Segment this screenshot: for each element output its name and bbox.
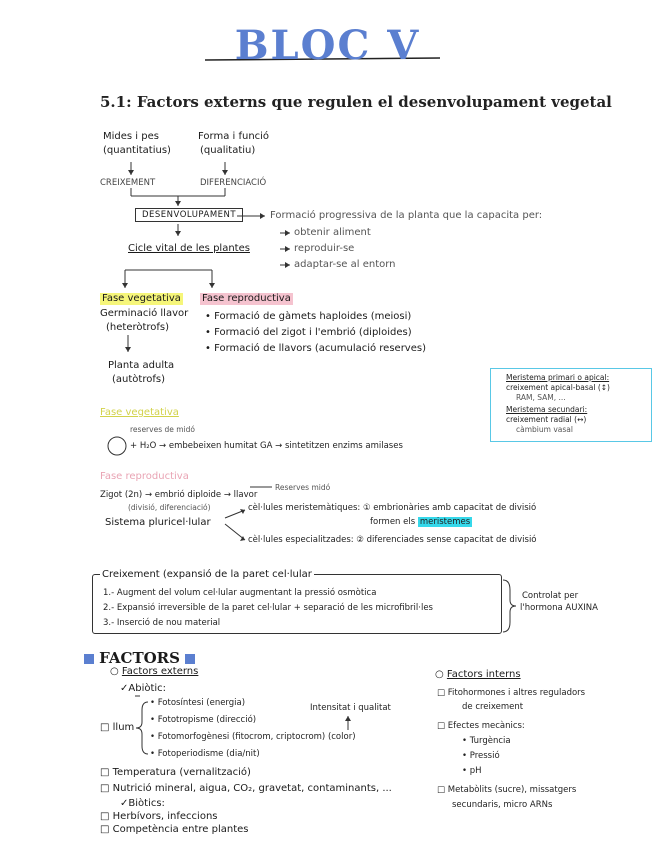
llum-item-4-text: Fotoperiodisme (dia/nit) (157, 749, 260, 759)
flow-ability-2: reproduir-se (294, 243, 355, 254)
growth-item-1: 1.- Augment del volum cel·lular augmentant la pressió osmòtica (103, 588, 377, 598)
int-item-2b: • Pressió (462, 751, 500, 761)
rep-item-3-text: Formació de llavors (acumulació reserves) (214, 343, 426, 354)
biotic-item-1: □ Herbívors, infeccions (100, 811, 218, 822)
flow-left-sub: (quantitatius) (103, 145, 171, 156)
rep2-merist: cèl·lules meristemàtiques: ① embrionàries amb capacitat de divisió (248, 503, 537, 513)
int-item-3-text: Metabòlits (sucre), missatgers (447, 785, 577, 795)
growth-ctrl-2: l'hormona AUXINA (520, 603, 598, 613)
int-item-2a: • Turgència (462, 736, 511, 746)
flow-cycle: Cicle vital de les plantes (128, 243, 250, 254)
rep-item-1: • Formació de gàmets haploides (meiosi) (205, 311, 412, 322)
factors-int-title: ○ Factors interns (435, 669, 521, 680)
llum-intensity: Intensitat i qualitat (310, 703, 391, 713)
factors-nutr-text: Nutrició mineral, aigua, CO₂, gravetat, contaminants, ... (112, 783, 392, 794)
rep2-reserves: Reserves midó (275, 483, 331, 492)
factors-llum-text: llum (112, 722, 135, 733)
flow-left-top: Mides i pes (103, 131, 159, 142)
meristem-secondary-ex: càmbium vasal (516, 425, 573, 434)
int-item-2a-text: Turgència (469, 736, 511, 746)
factors-abiotic: ✓Abiòtic: (120, 683, 167, 694)
rep-item-2: • Formació del zigot i l'embrió (diploides) (205, 327, 412, 338)
veg-phase-label: Fase vegetativa (102, 293, 181, 304)
rep2-meristemes-highlight: meristemes (419, 517, 471, 527)
rep2-sub: (divisió, diferenciació) (128, 503, 211, 512)
veg2-label: Fase vegetativa (100, 407, 179, 418)
flow-right-top: Forma i funció (198, 131, 270, 142)
int-item-1b: de creixement (462, 702, 524, 712)
llum-item-1: • Fotosíntesi (energia) (150, 698, 246, 708)
llum-item-4: • Fotoperiodisme (dia/nit) (150, 749, 260, 759)
int-item-2c-text: pH (469, 766, 482, 776)
int-item-2c: • pH (462, 766, 482, 776)
int-item-3b: secundaris, micro ARNs (452, 800, 553, 810)
factors-temp-text: Temperatura (vernalització) (112, 767, 251, 778)
rep-item-3: • Formació de llavors (acumulació reserves) (205, 343, 426, 354)
veg-result-sub: (autòtrofs) (112, 374, 165, 385)
growth-item-3: 3.- Inserció de nou material (103, 618, 221, 628)
meristem-primary-ex: RAM, SAM, ... (516, 393, 566, 402)
growth-item-2: 2.- Expansió irreversible de la paret cel·lular + separació de les microfibril·les (103, 603, 433, 613)
veg-item-2: (heteròtrofs) (106, 322, 170, 333)
int-item-3: □ Metabòlits (sucre), missatgers (437, 785, 577, 795)
veg-result: Planta adulta (108, 360, 175, 371)
flow-ability-3: adaptar-se al entorn (294, 259, 396, 270)
rep2-label: Fase reproductiva (100, 471, 189, 482)
factors-title: FACTORS (99, 649, 180, 667)
factors-ext-title: ○ Factors externs (110, 666, 199, 677)
page-title: BLOC V (234, 22, 421, 69)
veg2-line: + H₂O → embebeixen humitat GA → sintetitzen enzims amilases (130, 441, 403, 451)
flow-dev-box: DESENVOLUPAMENT (135, 208, 243, 222)
flow-right-sub: (qualitatiu) (200, 145, 256, 156)
int-item-2-text: Efectes mecànics: (447, 721, 525, 731)
llum-item-3: • Fotomorfogènesi (fitocrom, criptocrom) (color) (150, 732, 356, 742)
flow-ability-1: obtenir aliment (294, 227, 371, 238)
rep-phase-label: Fase reproductiva (202, 293, 291, 304)
rep-item-2-text: Formació del zigot i l'embrió (diploides) (214, 327, 412, 338)
flow-dev-definition: Formació progressiva de la planta que la capacita per: (270, 210, 543, 221)
rep2-system: Sistema pluricel·lular (105, 517, 211, 528)
factors-temp: □ Temperatura (vernalització) (100, 767, 251, 778)
factors-square-icon (84, 654, 94, 664)
biotic-item-2-text: Competència entre plantes (112, 824, 249, 835)
flow-growth: CREIXEMENT (100, 178, 156, 188)
llum-item-2-text: Fototropisme (direcció) (157, 715, 257, 725)
veg2-note: reserves de midó (130, 425, 195, 434)
biotic-item-2: □ Competència entre plantes (100, 824, 249, 835)
llum-item-2: • Fototropisme (direcció) (150, 715, 257, 725)
meristem-box (490, 368, 652, 442)
int-item-1: □ Fitohormones i altres reguladors (437, 688, 586, 698)
rep2-spec: cèl·lules especialitzades: ② diferenciades sense capacitat de divisió (248, 535, 537, 545)
growth-title: Creixement (expansió de la paret cel·lular (102, 569, 312, 580)
int-item-2b-text: Pressió (469, 751, 500, 761)
int-item-1-text: Fitohormones i altres reguladors (447, 688, 586, 698)
factors-biotic: ✓Biòtics: (120, 798, 165, 809)
rep2-zigot: Zigot (2n) → embrió diploide → llavor (100, 490, 258, 500)
factors-nutr: □ Nutrició mineral, aigua, CO₂, gravetat, contaminants, ... (100, 783, 392, 794)
int-item-2: □ Efectes mecànics: (437, 721, 525, 731)
flow-diff: DIFERENCIACIÓ (200, 178, 267, 188)
growth-ctrl-1: Controlat per (522, 591, 579, 601)
rep-item-1-text: Formació de gàmets haploides (meiosi) (214, 311, 412, 322)
rep2-merist-2-text: formen els (370, 517, 416, 527)
factors-square-icon-2 (185, 654, 195, 664)
factors-ext-title-text: Factors externs (121, 666, 199, 677)
factors-biotic-text: Biòtics: (128, 798, 165, 809)
rep2-merist-2 (370, 517, 472, 527)
llum-item-1-text: Fotosíntesi (energia) (157, 698, 246, 708)
factors-int-title-text: Factors interns (446, 669, 521, 680)
llum-item-3-text: Fotomorfogènesi (fitocrom, criptocrom) (color) (157, 732, 356, 742)
biotic-item-1-text: Herbívors, infeccions (112, 811, 218, 822)
factors-header (84, 648, 195, 667)
meristem-primary: Meristema primari o apical: (506, 373, 610, 382)
meristem-secondary-desc: creixement radial (↔) (506, 415, 587, 424)
factors-llum: □ llum (100, 722, 135, 733)
meristem-secondary: Meristema secundari: (506, 405, 588, 414)
veg-item-1: Germinació llavor (100, 308, 189, 319)
factors-abiotic-text: Abiòtic: (128, 683, 167, 694)
section-title: 5.1: Factors externs que regulen el desenvolupament vegetal (100, 93, 612, 111)
meristem-primary-desc: creixement apical-basal (↕) (506, 383, 610, 392)
